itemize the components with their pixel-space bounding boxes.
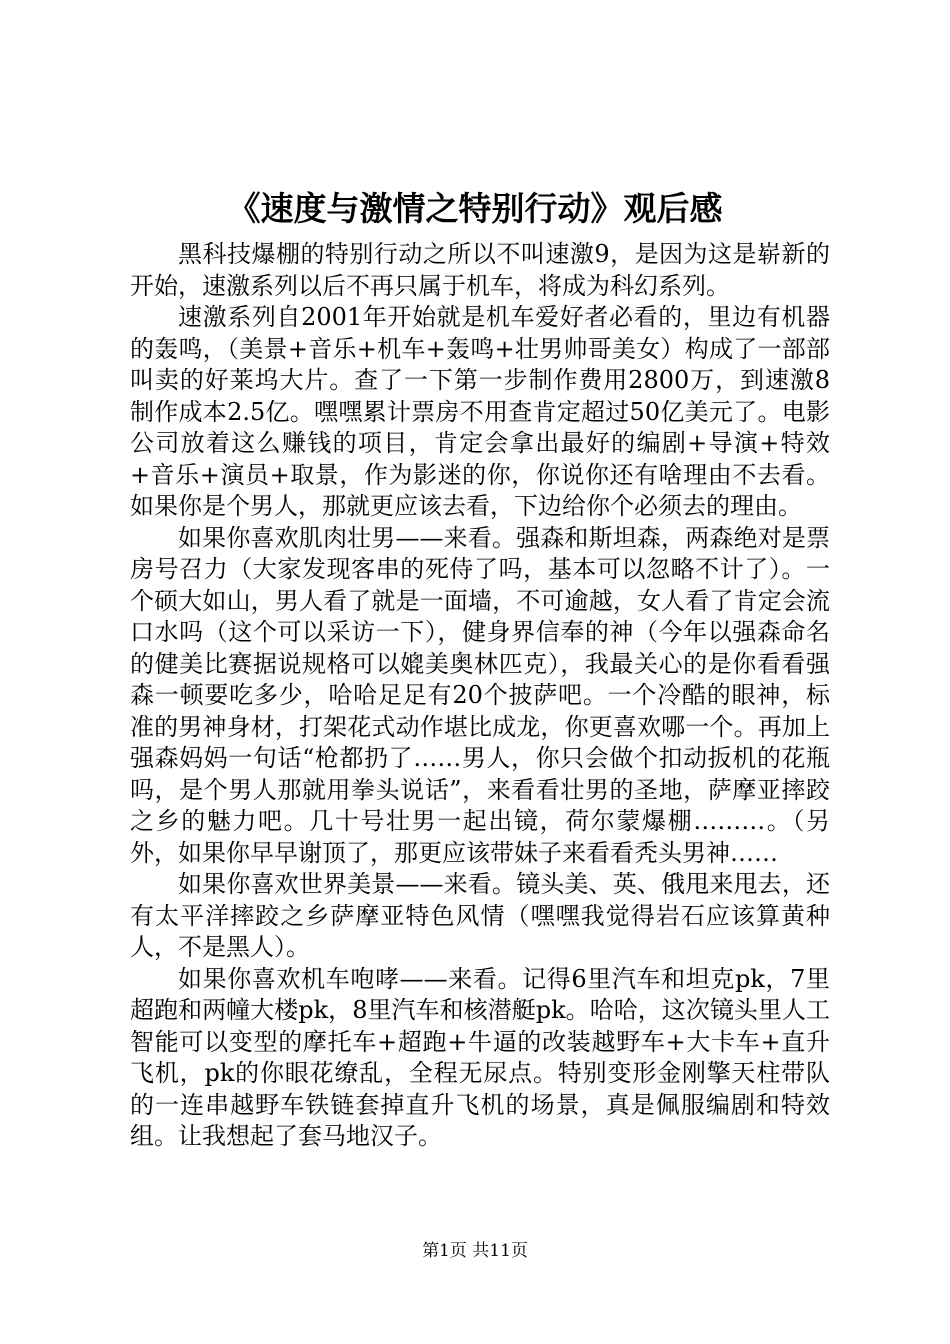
- paragraph: 如果你喜欢世界美景——来看。镜头美、英、俄甩来甩去，还有太平洋摔跤之乡萨摩亚特色风情（嘿嘿我觉得岩石应该算黄种人，不是黑人）。: [130, 870, 830, 961]
- paragraph: 如果你喜欢机车咆哮——来看。记得6里汽车和坦克pk，7里超跑和两幢大楼pk，8里汽车和核潜艇pk。哈哈，这次镜头里人工智能可以变型的摩托车+超跑+牛逼的改装越野车+大卡车+直升飞机，pk的你眼花缭乱，全程无尿点。特别变形金刚擎天柱带队的一连串越野车铁链套掉直升飞机的场景，真是佩服编剧和特效组。让我想起了套马地汉子。: [130, 964, 830, 1150]
- page-number-footer: 第1页 共11页: [422, 1241, 528, 1261]
- document-body: [130, 239, 830, 1153]
- document-title: 《速度与激情之特别行动》观后感: [227, 189, 723, 228]
- paragraph: 黑科技爆棚的特别行动之所以不叫速激9，是因为这是崭新的开始，速激系列以后不再只属于机车，将成为科幻系列。: [130, 240, 830, 300]
- paragraph: 如果你喜欢肌肉壮男——来看。强森和斯坦森，两森绝对是票房号召力（大家发现客串的死侍了吗，基本可以忽略不计了）。一个硕大如山，男人看了就是一面墙，不可逾越，女人看了肯定会流口水吗（这个可以采访一下），健身界信奉的神（今年以强森命名的健美比赛据说规格可以媲美奥林匹克），我最关心的是你看看强森一顿要吃多少，哈哈足足有20个披萨吧。一个冷酷的眼神，标准的男神身材，打架花式动作堪比成龙，你更喜欢哪一个。再加上强森妈妈一句话“枪都扔了……男人，你只会做个扣动扳机的花瓶吗，是个男人那就用拳头说话”，来看看壮男的圣地，萨摩亚摔跤之乡的魅力吧。几十号壮男一起出镜，荷尔蒙爆棚………。（另外，如果你早早谢顶了，那更应该带妹子来看看秃头男神……: [130, 523, 830, 867]
- paragraph: 速激系列自2001年开始就是机车爱好者必看的，里边有机器的轰鸣，（美景+音乐+机车+轰鸣+壮男帅哥美女）构成了一部部叫卖的好莱坞大片。查了一下第一步制作费用2800万，到速激8制作成本2.5亿。嘿嘿累计票房不用查肯定超过50亿美元了。电影公司放着这么赚钱的项目，肯定会拿出最好的编剧+导演+特效+音乐+演员+取景，作为影迷的你，你说你还有啥理由不去看。如果你是个男人，那就更应该去看，下边给你个必须去的理由。: [130, 303, 830, 520]
